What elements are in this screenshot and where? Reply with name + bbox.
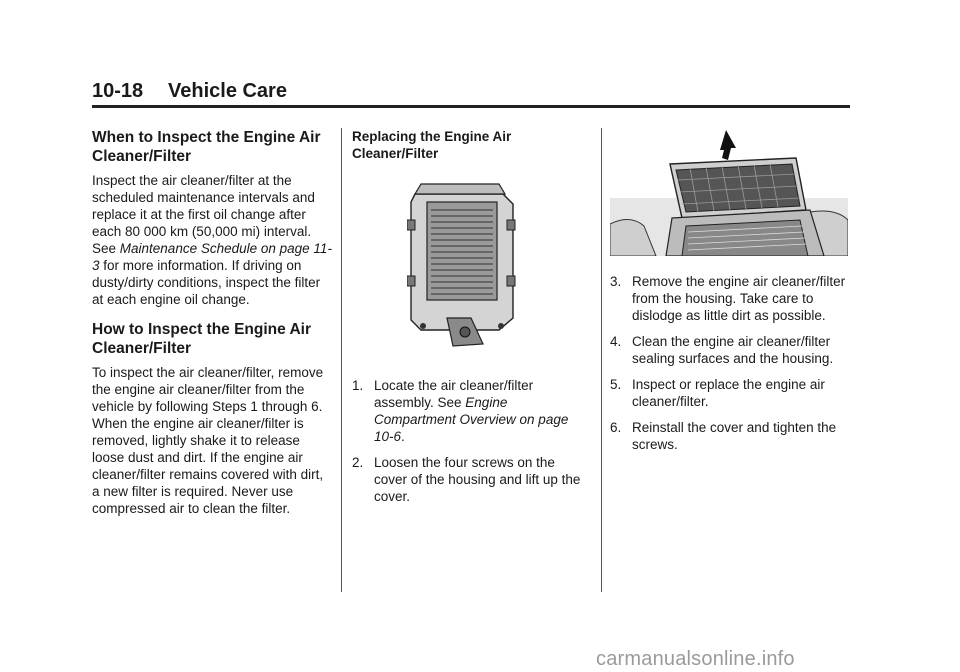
cross-reference-link[interactable]: Engine Compartment Overview on page 10-6 <box>374 395 569 444</box>
step-text: Loosen the four screws on the cover of the housing and lift up the cover. <box>374 455 581 504</box>
list-item <box>610 273 850 324</box>
section-title: Vehicle Care <box>168 80 287 102</box>
step-number: 3. <box>610 274 622 289</box>
header-rule <box>92 105 850 108</box>
list-item <box>610 333 850 367</box>
column-divider <box>601 128 602 592</box>
text: Inspect the air cleaner/filter at the scheduled maintenance intervals and replace it at the first oil change after each 80 000 km (50,000 mi) interval. See <box>92 173 315 256</box>
list-item <box>610 376 850 410</box>
column-1 <box>92 128 332 525</box>
step-number: 6. <box>610 420 622 435</box>
heading-replacing: Replacing the Engine Air Cleaner/Filter <box>352 129 512 161</box>
step-text: Remove the engine air cleaner/filter from the housing. Take care to dislodge as little dirt as possible. <box>632 274 846 323</box>
page-header <box>92 80 850 104</box>
watermark: carmanualsonline.info <box>596 648 795 670</box>
step-text: . <box>401 429 405 444</box>
step-number: 4. <box>610 334 622 349</box>
page-number: 10-18 <box>92 80 144 102</box>
cross-reference-link[interactable]: Maintenance Schedule on page 11-3 <box>92 241 332 273</box>
column-3 <box>610 128 850 462</box>
step-text: Locate the air cleaner/filter assembly. See <box>374 378 534 410</box>
paragraph-how-to-inspect: To inspect the air cleaner/filter, remove the engine air cleaner/filter from the vehicle by following Steps 1 through 6. When the engine air cleaner/filter is removed, lightly shake it to release loose dust and dirt. If the engine air cleaner/filter remains covered with dirt, a new filter is required. Never use compressed air to clean the filter. <box>92 365 324 516</box>
heading-how-to-inspect: How to Inspect the Engine Air Cleaner/Filter <box>92 321 312 357</box>
step-text: Inspect or replace the engine air cleaner/filter. <box>632 377 825 409</box>
heading-when-to-inspect: When to Inspect the Engine Air Cleaner/Filter <box>92 129 321 165</box>
list-item <box>352 454 584 505</box>
air-cleaner-assembly-illustration <box>407 180 517 352</box>
paragraph-inspect-schedule <box>92 172 332 308</box>
column-divider <box>341 128 342 592</box>
text: for more information. If driving on dusty/dirty conditions, inspect the filter at each engine oil change. <box>92 258 321 307</box>
step-number: 5. <box>610 377 622 392</box>
step-number: 2. <box>352 455 364 470</box>
list-item <box>610 419 850 453</box>
column-2 <box>352 128 584 514</box>
step-number: 1. <box>352 378 364 393</box>
step-text: Reinstall the cover and tighten the screws. <box>632 420 837 452</box>
filter-removal-illustration <box>610 128 848 256</box>
list-item <box>352 377 584 445</box>
step-text: Clean the engine air cleaner/filter sealing surfaces and the housing. <box>632 334 834 366</box>
